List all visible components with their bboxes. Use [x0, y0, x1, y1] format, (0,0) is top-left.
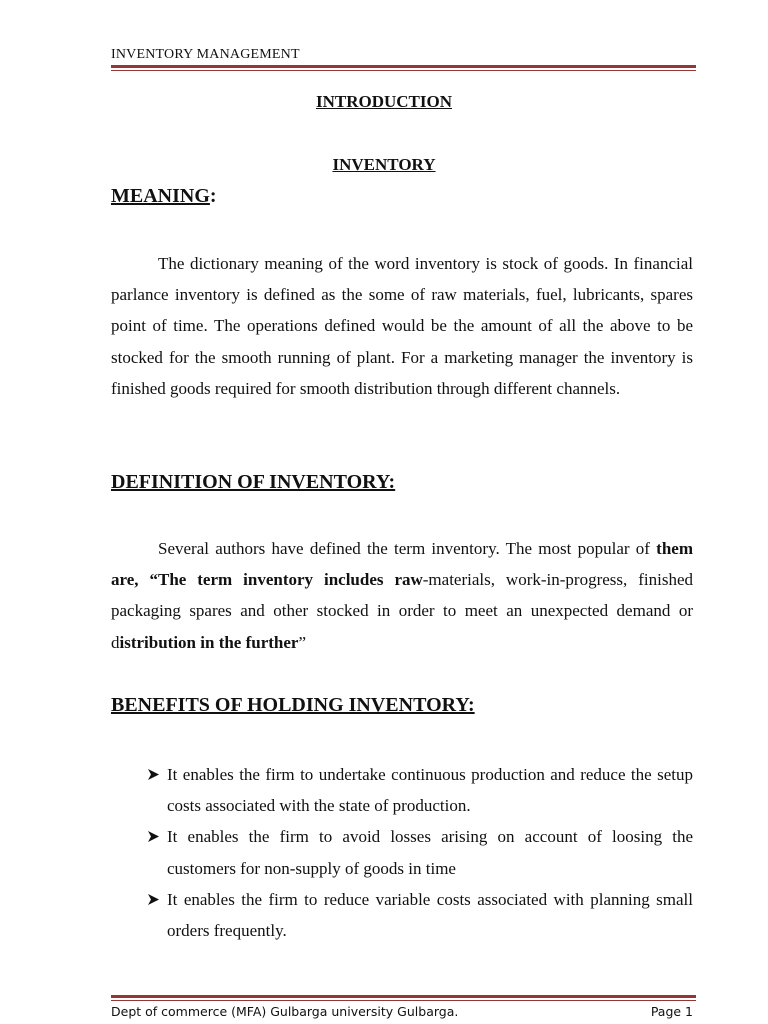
header-rule-thin [111, 70, 696, 71]
list-item [145, 821, 693, 883]
definition-heading: DEFINITION OF INVENTORY: [111, 471, 396, 493]
arrowhead-bullet-icon [147, 830, 160, 843]
list-item [145, 884, 693, 946]
footer-department: Dept of commerce (MFA) Gulbarga university Gulbarga. [111, 1004, 459, 1019]
meaning-paragraph-text: The dictionary meaning of the word inventory is stock of goods. In financial parlance inventory is defined as the some of raw materials, fuel, lubricants, spares point of time. The operations defined would be the amount of all the above to be stocked for the smooth running of plant. For a marketing manager the inventory is finished goods required for smooth distribution through different channels. [111, 254, 693, 398]
inventory-heading: INVENTORY [332, 155, 436, 174]
definition-paragraph [111, 533, 693, 658]
list-item-text: It enables the firm to avoid losses arising on account of loosing the customers for non-supply of goods in time [167, 827, 693, 878]
list-item-text: It enables the firm to reduce variable costs associated with planning small orders frequently. [167, 889, 693, 941]
definition-text-3: -materials, work-in-progress, finished packaging spares and other stocked in order to meet an unexpected demand or d [111, 570, 693, 652]
benefits-heading: BENEFITS OF HOLDING INVENTORY: [111, 694, 475, 716]
meaning-heading-colon: : [209, 185, 217, 207]
meaning-paragraph [111, 248, 693, 404]
meaning-heading [111, 185, 217, 208]
benefits-list [145, 759, 693, 946]
meaning-heading-text: MEANING [111, 185, 210, 207]
definition-text-1: Several authors have defined the term inventory. The most popular of [158, 539, 657, 558]
definition-text-2: them are, “The term inventory includes raw [111, 539, 693, 590]
page-number: Page 1 [650, 1004, 693, 1019]
header-rule-thick [111, 65, 696, 68]
footer-rule-thick [111, 995, 696, 998]
definition-text-5: ” [298, 632, 307, 652]
definition-text-4: istribution in the further [119, 632, 299, 652]
arrowhead-bullet-icon [147, 893, 160, 906]
running-header: INVENTORY MANAGEMENT [111, 47, 300, 62]
footer-rule-thin [111, 1000, 696, 1001]
introduction-heading: INTRODUCTION [315, 92, 453, 111]
arrowhead-bullet-icon [147, 768, 160, 781]
list-item-text: It enables the firm to undertake continuous production and reduce the setup costs associated with the state of production. [167, 765, 693, 816]
list-item [145, 759, 693, 821]
